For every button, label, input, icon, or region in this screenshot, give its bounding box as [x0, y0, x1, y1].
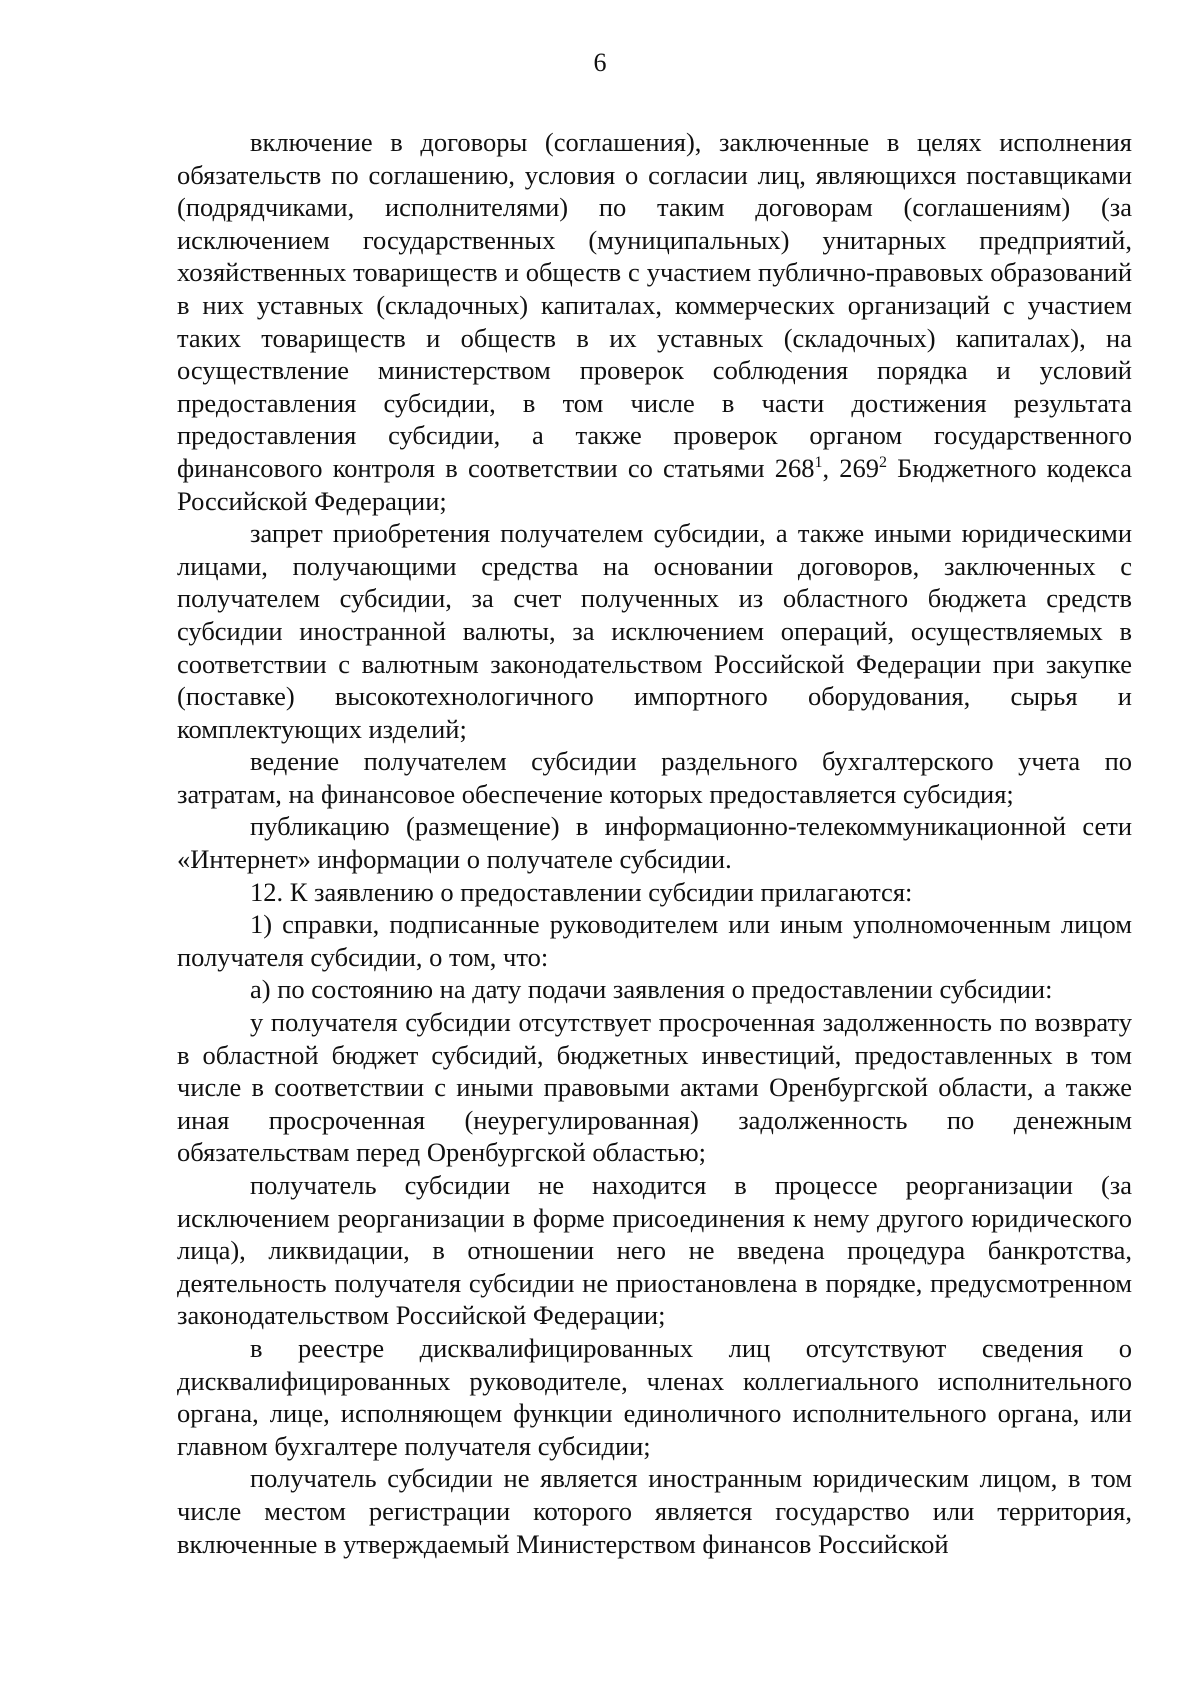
- paragraph: включение в договоры (соглашения), заключенные в целях исполнения обязательств по соглашению, условия о согласии лиц, являющихся поставщиками (подрядчиками, исполнителями) по таким договорам (соглашениям) (за исключением государственных (муниципальных) унитарных предприятий, хозяйственных товариществ и обществ с участием публично-правовых образований в них уставных (складочных) капиталах, коммерческих организаций с участием таких товариществ и обществ в их уставных (складочных) капиталах), на осуществление министерством проверок соблюдения порядка и условий предоставления субсидии, в том числе в части достижения результата предоставления субсидии, а также проверок органом государственного финансового контроля в соответствии со статьями $268^1$, $269^2$ Бюджетного кодекса Российской Федерации;: [177, 127, 1132, 516]
- paragraph: 1) справки, подписанные руководителем или иным уполномоченным лицом получателя субсидии, о том, что:: [177, 909, 1132, 972]
- paragraph: ведение получателем субсидии раздельного бухгалтерского учета по затратам, на финансовое обеспечение которых предоставляется субсидия;: [177, 746, 1132, 809]
- paragraph: получатель субсидии не является иностранным юридическим лицом, в том числе местом регистрации которого является государство или территория, включенные в утверждаемый Министерством финансов Российской: [177, 1463, 1132, 1559]
- paragraph: получатель субсидии не находится в процессе реорганизации (за исключением реорганизации в форме присоединения к нему другого юридического лица), ликвидации, в отношении него не введена процедура банкротства, деятельность получателя субсидии не приостановлена в порядке, предусмотренном законодательством Российской Федерации;: [177, 1170, 1132, 1331]
- paragraph: а) по состоянию на дату подачи заявления о предоставлении субсидии:: [250, 974, 1053, 1005]
- paragraph: у получателя субсидии отсутствует просроченная задолженность по возврату в областной бюджет субсидий, бюджетных инвестиций, предоставленных в том числе в соответствии с иными правовыми актами Оренбургской области, а также иная просроченная (неурегулированная) задолженность по денежным обязательствам перед Оренбургской областью;: [177, 1007, 1132, 1168]
- paragraph: 12. К заявлению о предоставлении субсидии прилагаются:: [250, 876, 913, 907]
- paragraph: в реестре дисквалифицированных лиц отсутствуют сведения о дисквалифицированных руководителе, членах коллегиального исполнительного органа, лице, исполняющем функции единоличного исполнительного органа, или главном бухгалтере получателя субсидии;: [177, 1332, 1132, 1461]
- document-body: [177, 126, 1132, 1560]
- paragraph: публикацию (размещение) в информационно-телекоммуникационной сети «Интернет» информации о получателе субсидии.: [177, 811, 1132, 875]
- paragraph: запрет приобретения получателем субсидии, а также иными юридическими лицами, получающими средства на основании договоров, заключенных с получателем субсидии, за счет полученных из областного бюджета средств субсидии иностранной валюты, за исключением операций, осуществляемых в соответствии с валютным законодательством Российской Федерации при закупке (поставке) высокотехнологичного импортного оборудования, сырья и комплектующих изделий;: [177, 518, 1132, 744]
- page-number: 6: [593, 48, 607, 77]
